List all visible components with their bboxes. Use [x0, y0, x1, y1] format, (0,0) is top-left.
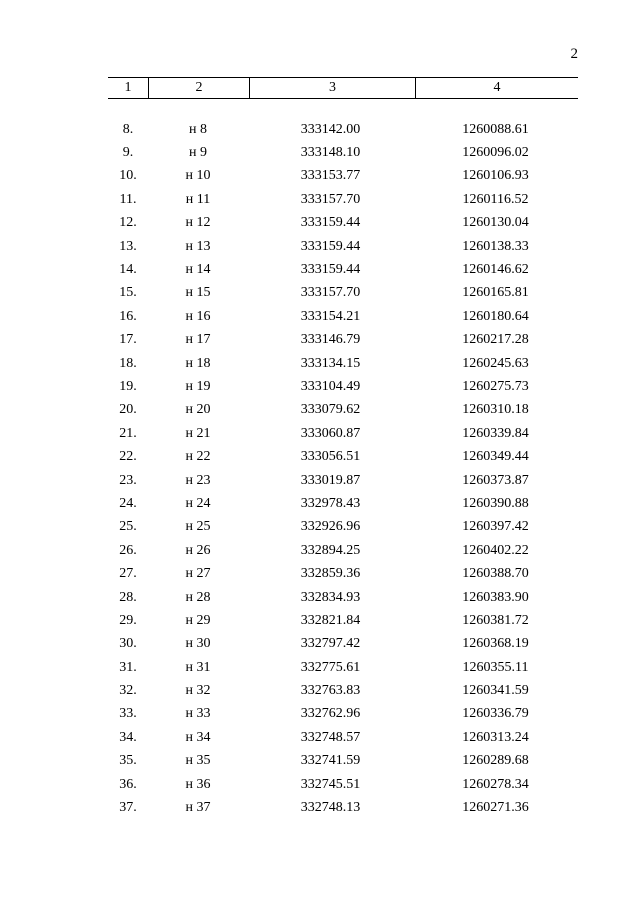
coord-x: 333142.00: [300, 121, 361, 137]
coord-x: 332821.84: [300, 612, 361, 628]
table-body: [108, 118, 578, 820]
point-label: н 16: [185, 308, 211, 324]
coord-x: 333060.87: [300, 425, 361, 441]
point-label: н 32: [185, 683, 211, 699]
coord-y: 1260341.59: [462, 683, 529, 699]
coord-y: 1260355.11: [462, 659, 529, 675]
point-number: 9.: [122, 145, 134, 161]
point-label: н 23: [185, 472, 211, 488]
point-label: н 33: [185, 706, 211, 722]
point-number: 35.: [119, 753, 137, 769]
table-row: [108, 188, 578, 211]
point-number: 36.: [119, 776, 137, 792]
point-label: н 18: [185, 355, 211, 371]
coord-y: 1260368.19: [462, 636, 529, 652]
coord-x: 333157.70: [300, 191, 361, 207]
point-label: н 26: [185, 542, 211, 558]
coord-y: 1260388.70: [462, 566, 529, 582]
coord-y: 1260402.22: [462, 542, 529, 558]
point-label: н 24: [185, 495, 211, 511]
table-row: [108, 586, 578, 609]
point-label: н 28: [185, 589, 211, 605]
coord-y: 1260383.90: [462, 589, 529, 605]
point-label: н 15: [185, 285, 211, 301]
point-label: н 10: [185, 168, 211, 184]
coord-y: 1260138.33: [462, 238, 529, 254]
point-label: н 19: [185, 378, 211, 394]
point-number: 33.: [119, 706, 137, 722]
coord-y: 1260390.88: [462, 495, 529, 511]
coord-x: 332748.13: [300, 800, 361, 816]
point-number: 28.: [119, 589, 137, 605]
coord-y: 1260146.62: [462, 262, 529, 278]
point-number: 23.: [119, 472, 137, 488]
table-row: [108, 773, 578, 796]
coord-y: 1260336.79: [462, 706, 529, 722]
table-row: [108, 750, 578, 773]
coord-x: 333079.62: [300, 402, 361, 418]
point-label: н 30: [185, 636, 211, 652]
table-row: [108, 165, 578, 188]
coord-y: 1260217.28: [462, 332, 529, 348]
coord-y: 1260180.64: [462, 308, 529, 324]
table-row: [108, 492, 578, 515]
table-row: [108, 375, 578, 398]
coord-x: 332859.36: [300, 566, 361, 582]
point-label: н 31: [185, 659, 211, 675]
table-row: [108, 305, 578, 328]
coord-y: 1260349.44: [462, 449, 529, 465]
coord-x: 333019.87: [300, 472, 361, 488]
table-row: [108, 422, 578, 445]
point-label: н 25: [185, 519, 211, 535]
coord-x: 332775.61: [300, 659, 361, 675]
point-label: н 35: [185, 753, 211, 769]
table-row: [108, 469, 578, 492]
coord-x: 333056.51: [300, 449, 361, 465]
point-label: н 29: [185, 612, 211, 628]
point-number: 11.: [119, 191, 137, 207]
coord-x: 332894.25: [300, 542, 361, 558]
header-col-2: 2: [148, 78, 249, 98]
table-row: [108, 352, 578, 375]
coord-x: 332762.96: [300, 706, 361, 722]
point-label: н 36: [185, 776, 211, 792]
table-row: [108, 329, 578, 352]
point-label: н 37: [185, 800, 211, 816]
coord-x: 332978.43: [300, 495, 361, 511]
point-label: н 11: [185, 191, 211, 207]
coord-y: 1260088.61: [462, 121, 529, 137]
table-row: [108, 235, 578, 258]
coord-x: 333159.44: [300, 262, 361, 278]
point-number: 29.: [119, 612, 137, 628]
point-number: 34.: [119, 729, 137, 745]
coord-y: 1260165.81: [462, 285, 529, 301]
table-row: [108, 796, 578, 819]
point-number: 17.: [119, 332, 137, 348]
point-number: 15.: [119, 285, 137, 301]
point-label: н 14: [185, 262, 211, 278]
coord-x: 333146.79: [300, 332, 361, 348]
coord-x: 332797.42: [300, 636, 361, 652]
coord-y: 1260313.24: [462, 729, 529, 745]
coord-y: 1260271.36: [462, 800, 529, 816]
coord-x: 332741.59: [300, 753, 361, 769]
point-number: 12.: [119, 215, 137, 231]
coord-y: 1260373.87: [462, 472, 529, 488]
table-row: [108, 679, 578, 702]
point-label: н 13: [185, 238, 211, 254]
table-row: [108, 562, 578, 585]
point-number: 22.: [119, 449, 137, 465]
point-label: н 17: [185, 332, 211, 348]
coord-y: 1260245.63: [462, 355, 529, 371]
coord-x: 333148.10: [300, 145, 361, 161]
point-number: 13.: [119, 238, 137, 254]
coord-x: 332748.57: [300, 729, 361, 745]
point-number: 27.: [119, 566, 137, 582]
coord-y: 1260275.73: [462, 378, 529, 394]
table-row: [108, 703, 578, 726]
point-label: н 22: [185, 449, 211, 465]
point-number: 8.: [122, 121, 134, 137]
coord-y: 1260381.72: [462, 612, 529, 628]
table-row: [108, 539, 578, 562]
point-number: 31.: [119, 659, 137, 675]
coord-x: 332763.83: [300, 683, 361, 699]
coord-y: 1260278.34: [462, 776, 529, 792]
coord-x: 332926.96: [300, 519, 361, 535]
point-label: н 12: [185, 215, 211, 231]
coord-x: 333154.21: [300, 308, 361, 324]
table-row: [108, 656, 578, 679]
table-row: [108, 609, 578, 632]
coord-y: 1260289.68: [462, 753, 529, 769]
table-row: [108, 516, 578, 539]
point-label: н 9: [189, 145, 207, 161]
coord-y: 1260130.04: [462, 215, 529, 231]
point-number: 30.: [119, 636, 137, 652]
table-row: [108, 726, 578, 749]
point-number: 24.: [119, 495, 137, 511]
point-number: 26.: [119, 542, 137, 558]
point-number: 19.: [119, 378, 137, 394]
point-number: 20.: [119, 402, 137, 418]
table-row: [108, 258, 578, 281]
page-number: 2: [570, 46, 578, 62]
table-row: [108, 212, 578, 235]
point-number: 10.: [119, 168, 137, 184]
point-number: 32.: [119, 683, 137, 699]
table-row: [108, 282, 578, 305]
point-label: н 21: [185, 425, 211, 441]
table-row: [108, 118, 578, 141]
coord-x: 333153.77: [300, 168, 361, 184]
coord-x: 333159.44: [300, 238, 361, 254]
coord-x: 333104.49: [300, 378, 361, 394]
header-col-4: 4: [415, 78, 578, 98]
point-number: 21.: [119, 425, 137, 441]
table-header: [108, 77, 578, 99]
point-number: 25.: [119, 519, 137, 535]
point-number: 37.: [119, 800, 137, 816]
coord-y: 1260339.84: [462, 425, 529, 441]
table-row: [108, 399, 578, 422]
table-row: [108, 633, 578, 656]
point-label: н 20: [185, 402, 211, 418]
point-number: 16.: [119, 308, 137, 324]
coord-y: 1260397.42: [462, 519, 529, 535]
coord-x: 332745.51: [300, 776, 361, 792]
coord-x: 332834.93: [300, 589, 361, 605]
coord-x: 333157.70: [300, 285, 361, 301]
table-row: [108, 445, 578, 468]
point-label: н 34: [185, 729, 211, 745]
coord-y: 1260106.93: [462, 168, 529, 184]
header-col-1: 1: [124, 80, 132, 95]
table-row: [108, 141, 578, 164]
coord-y: 1260116.52: [462, 191, 529, 207]
coord-x: 333134.15: [300, 355, 361, 371]
point-number: 18.: [119, 355, 137, 371]
point-label: н 8: [189, 121, 207, 137]
coord-y: 1260310.18: [462, 402, 529, 418]
coord-y: 1260096.02: [462, 145, 529, 161]
coord-x: 333159.44: [300, 215, 361, 231]
header-col-3: 3: [249, 78, 415, 98]
point-label: н 27: [185, 566, 211, 582]
point-number: 14.: [119, 262, 137, 278]
